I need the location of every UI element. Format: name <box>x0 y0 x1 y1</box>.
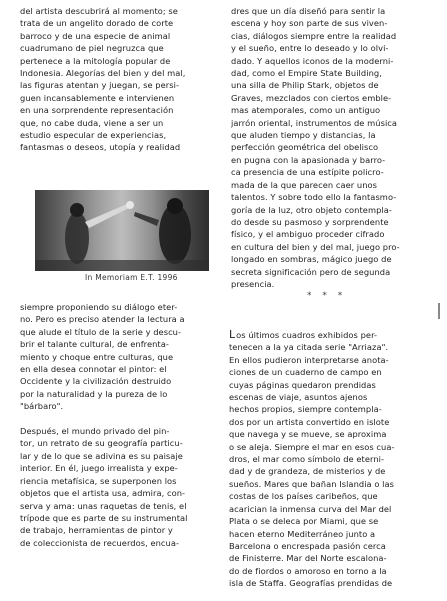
text-line: en cultura del bien y del mal, juego pro- <box>231 241 400 252</box>
text-line: perfección geométrica del obelisco <box>231 142 379 153</box>
text-line: lar y de lo que se adivina es su paisaje <box>20 450 183 461</box>
text-line: isla de Staffa. Geografías prendidas de <box>229 578 393 589</box>
text-line: trata de un angelito dorado de corte <box>20 18 174 29</box>
text-line: brir el talante cultural, de enfrenta- <box>20 339 169 350</box>
text-line: presencia. <box>231 278 275 289</box>
text-line: en ella desea connotar el pintor: el <box>20 364 167 375</box>
text-line: guen incansablemente e intervienen <box>20 92 175 103</box>
text-line: cias, diálogos siempre entre la realidad <box>231 30 397 41</box>
text-line: "bárbaro". <box>20 401 64 412</box>
text-line: trípode que es parte de su instrumental <box>20 512 188 523</box>
text-line: ca presencia de una estípite policro- <box>231 167 384 178</box>
text-line: del artista descubrirá al momento; se <box>20 6 178 16</box>
text-column-left-top <box>20 5 212 154</box>
text-line: do desde su pasmoso y sorprendente <box>231 216 389 227</box>
text-line: Graves, mezclados con ciertos emble- <box>231 92 392 103</box>
artwork-illustration <box>35 190 209 271</box>
text-line: Barcelona o encrespada pasión cerca <box>229 540 386 551</box>
text-line: longado en sombras, mágico juego de <box>231 254 392 265</box>
text-line: cuyas páginas quedaron prendidas <box>229 379 376 390</box>
text-line: que navega y se mueve, se aproxima <box>229 429 387 440</box>
text-column-left-bottom <box>20 301 214 549</box>
text-column-right-top <box>231 5 429 290</box>
text-column-right-bottom <box>229 329 429 590</box>
text-line: mas atemporales, como un antiguo <box>231 105 381 116</box>
text-line <box>20 413 214 425</box>
text-line: escena y hoy son parte de sus viven- <box>231 18 388 29</box>
text-line: barroco y de una especie de animal <box>20 30 171 41</box>
text-line: dad y de grandeza, de misterios y de <box>229 466 386 477</box>
first-line-rest: os últimos cuadros exhibidos per- <box>236 330 378 340</box>
text-line: escenas de viaje, asuntos ajenos <box>229 392 368 403</box>
artwork-photo <box>35 190 209 271</box>
text-line: talentos. Y sobre todo ello la fantasmo- <box>231 192 397 203</box>
text-line: por la naturalidad y la pureza de lo <box>20 388 168 399</box>
text-line: serva y ama: unas raquetas de tenis, el <box>20 500 187 511</box>
text-line: de Finisterre. Mar del Norte escalona- <box>229 553 387 564</box>
text-line: Indonesia. Alegorías del bien y del mal, <box>20 68 186 79</box>
text-line: cuadrumano de piel negruzca que <box>20 43 164 54</box>
text-line: costas de los países caribeños, que <box>229 491 378 502</box>
text-line: dado. Y aquellos iconos de la moderni- <box>231 55 394 66</box>
text-line: y el sueño, entre lo deseado y lo olvi- <box>231 43 389 54</box>
text-line: hechos propios, siempre contempla- <box>229 404 382 415</box>
text-line: fantasmas o deseos, utopía y realidad <box>20 142 181 153</box>
text-line: pertenece a la mitología popular de <box>20 55 171 66</box>
text-line: riencia metafísica, se superponen los <box>20 475 177 486</box>
text-line: acarician la inmensa curva del Mar del <box>229 503 392 514</box>
text-line: interior. En él, juego irrealista y expe- <box>20 463 178 474</box>
text-line <box>229 329 429 341</box>
text-line: objetos que el artista usa, admira, con- <box>20 488 186 499</box>
text-line: goría de la luz, otro objeto contempla- <box>231 204 392 215</box>
text-line: secreta significación pero de segunda <box>231 266 391 277</box>
text-line: dad, como el Empire State Building, <box>231 68 382 79</box>
text-line: do de fiordos o amoroso en torno a la <box>229 565 387 576</box>
text-line: En ellos pudieron interpretarse anota- <box>229 354 389 365</box>
text-line: una silla de Philip Stark, objetos de <box>231 80 379 91</box>
text-line: miento y choque entre culturas, que <box>20 351 174 362</box>
text-line: que alude el título de la serie y descu- <box>20 326 182 337</box>
text-line: dos por un artista convertido en islote <box>229 416 390 427</box>
text-line: siempre proponiendo su diálogo eter- <box>20 302 178 312</box>
text-line: hacen eterno Mediterráneo junto a <box>229 528 376 539</box>
text-line: dres que un día diseñó para sentir la <box>231 6 386 16</box>
text-line: ciones de un cuaderno de campo en <box>229 367 382 378</box>
text-line: de trabajo, herramientas de pintor y <box>20 525 173 536</box>
text-line: sueños. Mares que bañan Islandia o las <box>229 478 395 489</box>
text-line: Plata o se deleca por Miami, que se <box>229 516 379 527</box>
text-line: estudio especular de experiencias, <box>20 130 167 141</box>
photo-caption: In Memoriam E.T. 1996 <box>85 273 178 282</box>
text-line: tor, un retrato de su geografía particu- <box>20 438 183 449</box>
text-line: en pugna con la apasionada y barro- <box>231 154 386 165</box>
text-line: que, no cabe duda, viene a ser un <box>20 117 164 128</box>
text-line: de coleccionista de recuerdos, encua- <box>20 537 180 548</box>
text-line: no. Pero es preciso atender la lectura a <box>20 314 185 325</box>
text-line: mada de la que parecen caer unos <box>231 179 378 190</box>
text-line: jarrón oriental, instrumentos de música <box>231 117 398 128</box>
margin-mark <box>438 303 440 319</box>
text-line: Después, el mundo privado del pin- <box>20 426 170 437</box>
text-line: Occidente y la civilización destruido <box>20 376 172 387</box>
section-separator: * * * <box>307 291 347 301</box>
text-line: las figuras atentan y juegan, se persi- <box>20 80 180 91</box>
text-line: físico, y el ambiguo proceder cifrado <box>231 229 385 240</box>
text-line: tenecen a la ya citada serie "Arriaza". <box>229 342 389 353</box>
text-line: dros, el mar como símbolo de eterni- <box>229 454 385 465</box>
text-line: en una sorprendente representación <box>20 105 174 116</box>
text-line: o se aleja. Siempre el mar en esos cua- <box>229 441 395 452</box>
text-line: que aluden tiempo y distancias, la <box>231 130 376 141</box>
drop-cap: L <box>229 329 237 341</box>
